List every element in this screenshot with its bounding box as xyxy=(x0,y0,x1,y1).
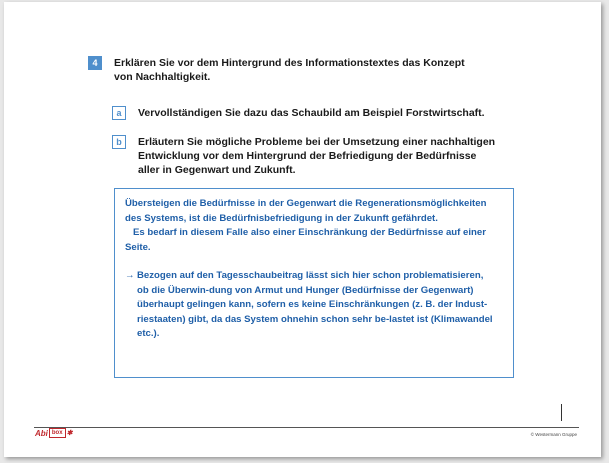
worksheet-page xyxy=(4,2,601,457)
subtask-b-badge: b xyxy=(112,135,126,149)
arrow-icon: → xyxy=(125,270,135,281)
answer-p3-line-3: überhaupt gelingen kann, sofern es keine Einschränkungen (z. B. der Indust- xyxy=(137,299,488,310)
answer-p2-line-2: Seite. xyxy=(125,241,151,253)
answer-box xyxy=(114,188,514,378)
subtask-a-text: Vervollständigen Sie dazu das Schaubild am Beispiel Forstwirtschaft. xyxy=(138,107,485,119)
task-4-line-1: Erklären Sie vor dem Hintergrund des Informationstextes das Konzept xyxy=(114,57,465,69)
task-4-line-2: von Nachhaltigkeit. xyxy=(114,71,211,83)
answer-p1-line-2: des Systems, ist die Bedürfnisbefriedigung in der Zukunft gefährdet. xyxy=(125,212,438,224)
answer-p3-line-1: Bezogen auf den Tagesschaubeitrag lässt sich hier schon problematisieren, xyxy=(137,270,484,281)
answer-arrow-item xyxy=(125,269,503,342)
publisher-logo xyxy=(35,428,72,438)
answer-p3-line-5: etc.). xyxy=(137,328,160,339)
page-marker-line xyxy=(561,404,562,421)
answer-p3-line-4: riestaaten) gibt, da das System ohnehin schon sehr be-lastet ist (Klimawandel xyxy=(137,313,493,325)
subtask-b-line-1: Erläutern Sie mögliche Probleme bei der Umsetzung einer nachhaltigen xyxy=(138,136,496,148)
subtask-b-line-3: aller in Gegenwart und Zukunft. xyxy=(138,164,296,176)
subtask-b-text xyxy=(138,135,495,177)
task-4-text xyxy=(114,56,465,84)
logo-star-icon: ✱ xyxy=(66,430,73,437)
footer-divider xyxy=(34,427,579,428)
answer-p2-line-1: Es bedarf in diesem Falle also einer Einschränkung der Bedürfnisse auf einer xyxy=(133,227,486,238)
task-4 xyxy=(88,56,465,84)
answer-p1-line-1: Übersteigen die Bedürfnisse in der Gegenwart die Regenerationsmöglichkeiten xyxy=(125,198,487,209)
subtask-a-badge: a xyxy=(112,106,126,120)
subtask-a xyxy=(112,106,485,120)
paragraph-spacer xyxy=(125,255,503,269)
logo-text: Abi xyxy=(35,428,48,438)
logo-box: box xyxy=(49,428,66,438)
task-number-badge: 4 xyxy=(88,56,102,70)
answer-p3 xyxy=(137,269,493,342)
subtask-b-line-2: Entwicklung vor dem Hintergrund der Befriedigung der Bedürfnisse xyxy=(138,150,477,162)
copyright-note: © Westermann Gruppe xyxy=(530,432,577,437)
subtask-b xyxy=(112,135,495,177)
answer-p3-line-2: ob die Überwin-dung von Armut und Hunger (Bedürfnisse der Gegenwart) xyxy=(137,284,474,296)
